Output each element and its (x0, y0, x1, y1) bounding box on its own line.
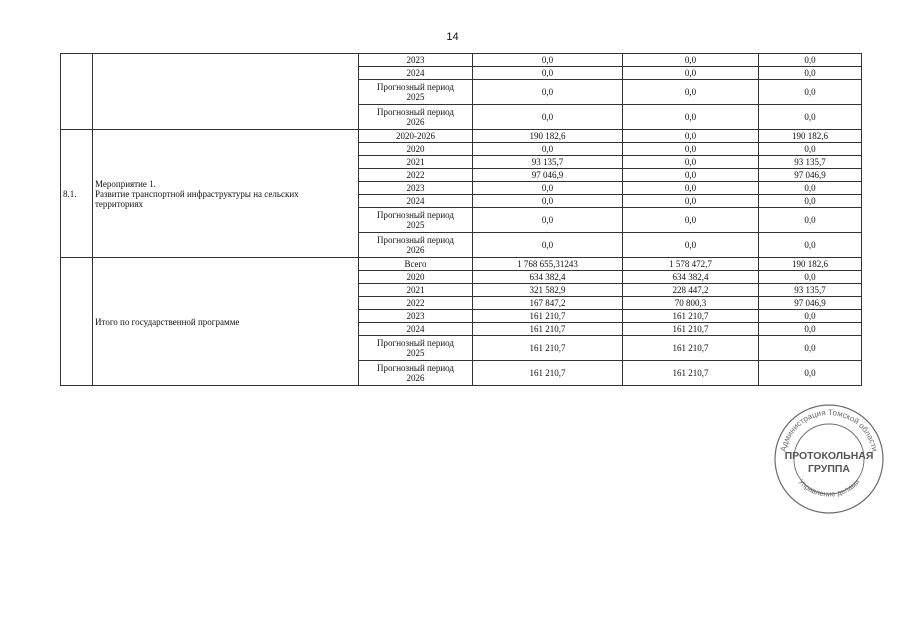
year-cell (359, 80, 473, 105)
value-cell: 0,0 (473, 67, 623, 80)
table-row (61, 54, 862, 67)
value-cell: 1 768 655,31243 (473, 258, 623, 271)
year-label: 2021 (406, 157, 425, 167)
year-cell (359, 361, 473, 386)
value-cell: 167 847,2 (473, 297, 623, 310)
table-row (61, 130, 862, 143)
value-cell: 0,0 (623, 67, 759, 80)
year-label: Прогнозный период (377, 82, 454, 92)
stamp-ring-bottom-text: Управление делами (796, 477, 862, 499)
year-cell (359, 208, 473, 233)
year-cell (359, 130, 473, 143)
value-cell: 0,0 (473, 182, 623, 195)
value-cell: 0,0 (623, 208, 759, 233)
year-cell (359, 156, 473, 169)
value-cell: 634 382,4 (623, 271, 759, 284)
value-cell: 0,0 (473, 233, 623, 258)
value-cell: 0,0 (473, 105, 623, 130)
value-cell: 0,0 (623, 169, 759, 182)
year-label: Прогнозный период (377, 107, 454, 117)
item-name-line: Развитие транспортной инфраструктуры на сельских (95, 188, 299, 199)
value-cell: 634 382,4 (473, 271, 623, 284)
value-cell: 0,0 (759, 182, 862, 195)
value-cell: 0,0 (473, 208, 623, 233)
year-label: 2024 (406, 196, 425, 206)
value-cell: 0,0 (623, 156, 759, 169)
year-cell (359, 297, 473, 310)
value-cell: 1 578 472,7 (623, 258, 759, 271)
year-cell (359, 182, 473, 195)
year-label: Прогнозный период (377, 338, 454, 348)
year-label: 2020 (406, 272, 425, 282)
value-cell: 0,0 (759, 271, 862, 284)
value-cell: 0,0 (623, 105, 759, 130)
year-cell (359, 323, 473, 336)
value-cell: 161 210,7 (473, 323, 623, 336)
value-cell: 161 210,7 (623, 336, 759, 361)
item-name-line: Итого по государственной программе (95, 316, 240, 327)
official-stamp (773, 403, 885, 515)
page-number: 14 (446, 31, 459, 43)
year-label: 2022 (406, 170, 425, 180)
year-label: 2020 (406, 144, 425, 154)
year-cell (359, 169, 473, 182)
item-name (93, 54, 359, 130)
value-cell: 161 210,7 (623, 310, 759, 323)
year-label: 2025 (406, 92, 425, 102)
year-label: 2022 (406, 298, 425, 308)
value-cell: 321 582,9 (473, 284, 623, 297)
value-cell: 0,0 (473, 54, 623, 67)
value-cell: 0,0 (759, 323, 862, 336)
value-cell: 190 182,6 (759, 258, 862, 271)
year-cell (359, 310, 473, 323)
value-cell: 0,0 (623, 182, 759, 195)
stamp-ring-text: Администрация Томской области (778, 407, 880, 453)
value-cell: 161 210,7 (473, 336, 623, 361)
value-cell: 97 046,9 (759, 297, 862, 310)
year-label: 2020-2026 (396, 131, 435, 141)
value-cell: 0,0 (759, 143, 862, 156)
value-cell: 161 210,7 (623, 361, 759, 386)
value-cell: 93 135,7 (759, 284, 862, 297)
value-cell: 0,0 (759, 195, 862, 208)
value-cell: 0,0 (623, 233, 759, 258)
item-number: 8.1. (61, 130, 93, 258)
item-number (61, 54, 93, 130)
year-label: 2023 (406, 311, 425, 321)
item-name-line: Мероприятие 1. (95, 178, 156, 189)
year-label: 2024 (406, 324, 425, 334)
value-cell: 93 135,7 (759, 156, 862, 169)
year-cell (359, 143, 473, 156)
value-cell: 0,0 (623, 54, 759, 67)
year-cell (359, 54, 473, 67)
year-cell (359, 271, 473, 284)
financing-table (60, 53, 862, 386)
value-cell: 97 046,9 (473, 169, 623, 182)
year-label: 2024 (406, 68, 425, 78)
value-cell: 0,0 (759, 233, 862, 258)
value-cell: 0,0 (759, 310, 862, 323)
value-cell: 0,0 (623, 143, 759, 156)
value-cell: 0,0 (759, 208, 862, 233)
year-label: 2026 (406, 373, 425, 383)
year-cell (359, 195, 473, 208)
year-label: Всего (404, 259, 427, 269)
value-cell: 0,0 (473, 195, 623, 208)
year-cell (359, 67, 473, 80)
value-cell: 0,0 (759, 80, 862, 105)
value-cell: 97 046,9 (759, 169, 862, 182)
item-name (93, 130, 359, 258)
stamp-center-line1: ПРОТОКОЛЬНАЯ (784, 450, 874, 462)
value-cell: 0,0 (759, 67, 862, 80)
stamp-center-line2: ГРУППА (807, 463, 851, 475)
value-cell: 161 210,7 (473, 361, 623, 386)
value-cell: 0,0 (623, 130, 759, 143)
year-label: 2023 (406, 183, 425, 193)
year-label: 2021 (406, 285, 425, 295)
year-label: Прогнозный период (377, 363, 454, 373)
year-cell (359, 233, 473, 258)
year-label: 2026 (406, 117, 425, 127)
value-cell: 0,0 (759, 105, 862, 130)
value-cell: 0,0 (473, 80, 623, 105)
value-cell: 0,0 (759, 54, 862, 67)
value-cell: 190 182,6 (473, 130, 623, 143)
year-cell (359, 336, 473, 361)
year-cell (359, 258, 473, 271)
year-label: 2025 (406, 220, 425, 230)
year-cell (359, 105, 473, 130)
value-cell: 0,0 (759, 361, 862, 386)
year-label: 2025 (406, 348, 425, 358)
item-name-line: территориях (95, 198, 144, 209)
value-cell: 161 210,7 (623, 323, 759, 336)
value-cell: 228 447,2 (623, 284, 759, 297)
value-cell: 0,0 (759, 336, 862, 361)
year-label: 2023 (406, 55, 425, 65)
value-cell: 0,0 (623, 195, 759, 208)
item-number (61, 258, 93, 386)
value-cell: 0,0 (623, 80, 759, 105)
year-label: Прогнозный период (377, 210, 454, 220)
year-label: Прогнозный период (377, 235, 454, 245)
value-cell: 161 210,7 (473, 310, 623, 323)
year-cell (359, 284, 473, 297)
year-label: 2026 (406, 245, 425, 255)
value-cell: 190 182,6 (759, 130, 862, 143)
item-name (93, 258, 359, 386)
value-cell: 70 800,3 (623, 297, 759, 310)
value-cell: 0,0 (473, 143, 623, 156)
table-row (61, 258, 862, 271)
value-cell: 93 135,7 (473, 156, 623, 169)
